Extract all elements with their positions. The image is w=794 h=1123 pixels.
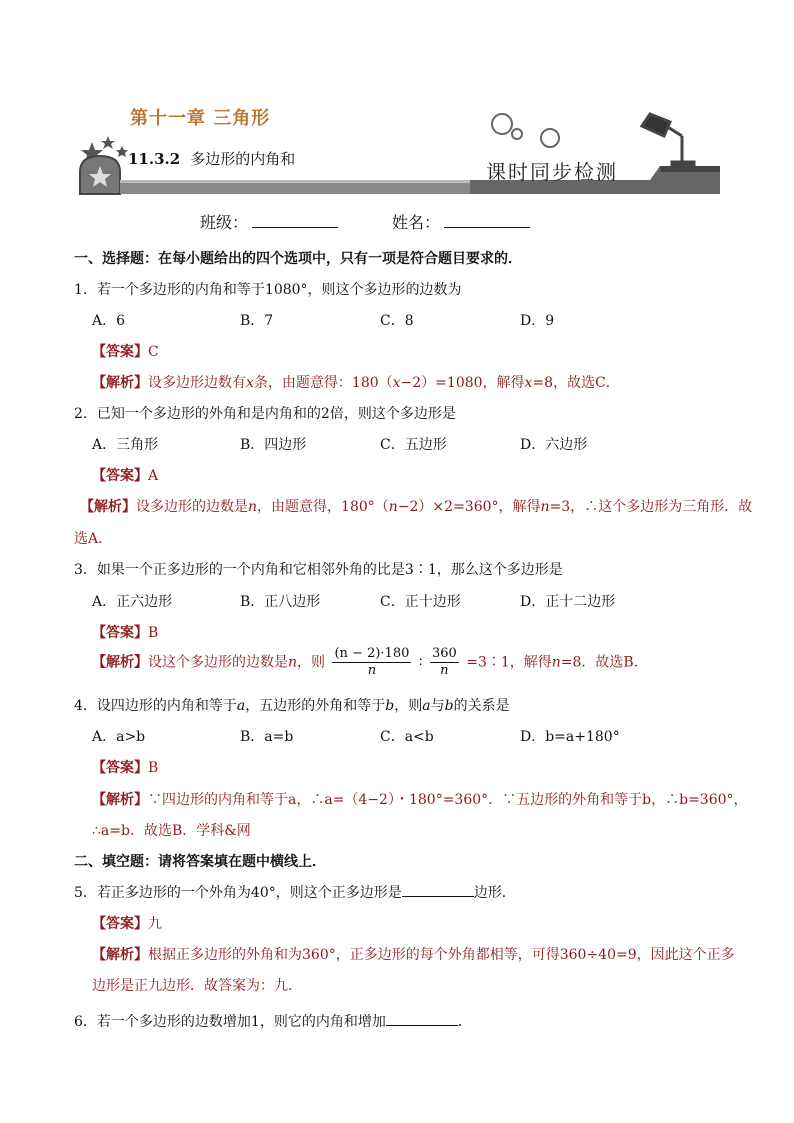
q4-option-a: A．a>b [92,729,146,745]
fraction-exterior: $\frac{360}{n}$ [431,646,457,678]
q1-option-c: C．8 [380,313,414,329]
q4-analysis: 【解析】∵四边形的内角和等于a，∴a=（4−2）・180°=360°．∵五边形的外角和等于b，∴b=360°， [92,792,748,808]
q3-analysis: 【解析】设这个多边形的边数是n，则 $\frac{(n - 2)\cdot 180}{n}$ ∶ $\frac{360}{n}$ =3∶1，解得n=8．故选B． [92,646,648,678]
q1-option-a: A．6 [92,313,126,329]
section-name: 多边形的内角和 [190,150,296,168]
class-field [200,210,338,233]
lamp-icon [642,114,694,167]
q2-analysis-cont: 选A． [74,531,113,547]
q4-option-b: B．a=b [240,729,294,745]
section-title [128,148,295,169]
q3-option-b: B．正八边形 [240,594,321,610]
q4-answer: 【答案】B [92,760,159,776]
q4-option-c: C．a<b [380,729,434,745]
q3-option-c: C．正十边形 [380,594,461,610]
q5-blank[interactable] [402,882,474,897]
q6-blank[interactable] [386,1011,458,1026]
fraction-interior: $\frac{(n - 2)\cdot 180}{n}$ [334,646,410,678]
q1-option-d: D．9 [520,313,555,329]
q4-option-d: D．b=a+180° [520,729,620,745]
name-label: 姓名： [392,213,441,232]
q1-analysis: 【解析】设多边形边数有x条，由题意得：180（x−2）=1080，解得x=8，故选C． [92,375,620,391]
q4-stem: 4．设四边形的内角和等于a，五边形的外角和等于b，则a与b的关系是 [74,698,510,714]
q3-option-a: A．正六边形 [92,594,173,610]
q5-analysis: 【解析】根据正多边形的外角和为360°，正多边形的每个外角都相等，可得360÷40=9，因此这个正多 [92,947,735,963]
q5-stem: 5．若正多边形的一个外角为40°，则这个正多边形是 边形． [74,882,516,902]
q3-answer: 【答案】B [92,625,159,641]
q2-stem: 2．已知一个多边形的外角和是内角和的2倍，则这个多边形是 [74,406,456,422]
q6-stem: 6．若一个多边形的边数增加1，则它的内角和增加 ． [74,1011,472,1031]
class-label: 班级： [200,213,249,232]
q1-option-b: B．7 [240,313,274,329]
q5-answer: 【答案】九 [92,916,162,932]
q4-analysis-cont: ∴a=b．故选B．学科&网 [92,823,251,839]
q5-analysis-cont: 边形是正九边形．故答案为：九． [92,978,302,994]
part1-heading: 一、选择题：在每小题给出的四个选项中，只有一项是符合题目要求的． [74,251,522,267]
q2-analysis: 【解析】设多边形的边数是n，由题意得，180°（n−2）×2=360°，解得n=3，∴这个多边形为三角形．故 [80,499,753,515]
part2-heading: 二、填空题：请将答案填在题中横线上． [74,854,326,870]
q1-stem: 1．若一个多边形的内角和等于1080°，则这个多边形的边数为 [74,282,462,298]
q2-option-c: C．五边形 [380,437,447,453]
name-blank[interactable] [444,213,530,228]
name-field [392,210,530,233]
class-blank[interactable] [252,213,338,228]
q1-answer: 【答案】C [92,344,159,360]
chapter-title: 第十一章 三角形 [130,108,271,129]
q2-answer: 【答案】A [92,468,159,484]
q3-stem: 3．如果一个正多边形的一个内角和它相邻外角的比是3∶1，那么这个多边形是 [74,562,563,578]
section-number: 11.3.2 [128,150,181,168]
q2-option-b: B．四边形 [240,437,307,453]
banner-title: 课时同步检测 [486,160,618,184]
q2-option-a: A．三角形 [92,437,159,453]
q2-option-d: D．六边形 [520,437,588,453]
q3-option-d: D．正十二边形 [520,594,616,610]
